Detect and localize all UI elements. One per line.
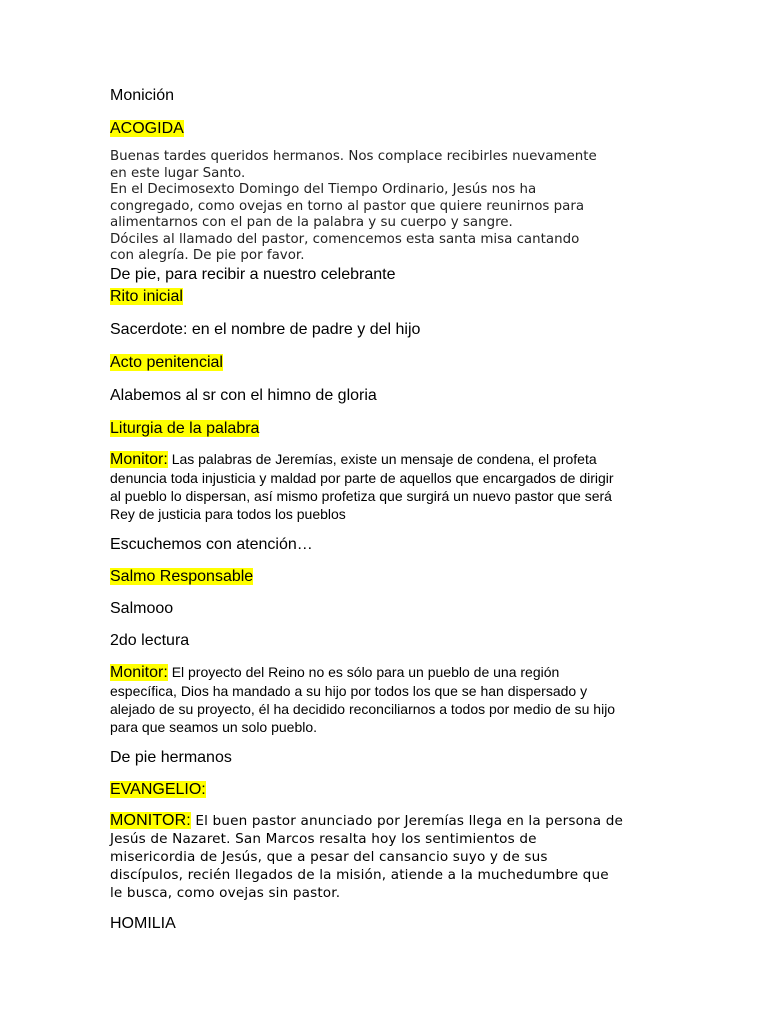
- acogida-line: congregado, como ovejas en torno al pastor que quiere reunirnos para: [110, 198, 585, 214]
- monitor-text: El buen pastor anunciado por Jeremías llega en la persona de: [195, 812, 624, 829]
- acogida-line: En el Decimosexto Domingo del Tiempo Ordinario, Jesús nos ha: [110, 182, 537, 197]
- monitor-line: le busca, como ovejas sin pastor.: [110, 884, 341, 901]
- acogida-paragraph: [110, 149, 655, 265]
- heading-evangelio: [110, 780, 655, 800]
- heading-rito-inicial: [110, 287, 655, 307]
- monitor-text: El proyecto del Reino no es sólo para un pueblo de una región: [171, 663, 560, 680]
- homilia-line: HOMILIA: [110, 914, 176, 932]
- monitor-line: [110, 663, 655, 682]
- de-pie-celebrante: De pie, para recibir a nuestro celebrante: [110, 265, 396, 283]
- heading-rito-inicial-text: Rito inicial: [110, 287, 183, 305]
- document-body: [110, 86, 655, 946]
- heading-acto-penitencial: [110, 353, 655, 373]
- title: Monición: [110, 87, 175, 104]
- acogida-line: alimentarnos con el pan de la palabra y su cuerpo y sangre.: [110, 215, 513, 230]
- monitor-paragraph-1: [110, 450, 655, 523]
- alabemos-line: Alabemos al sr con el himno de gloria: [110, 386, 377, 404]
- heading-acogida: [110, 119, 655, 139]
- monitor-label: Monitor:: [110, 663, 168, 681]
- heading-acogida-text: ACOGIDA: [110, 120, 184, 137]
- monitor-text: Las palabras de Jeremías, existe un mensaje de condena, el profeta: [171, 450, 597, 467]
- heading-liturgia-text: Liturgia de la palabra: [110, 419, 260, 437]
- segunda-lectura-line: 2do lectura: [110, 631, 190, 649]
- heading-acto-penitencial-text: Acto penitencial: [110, 353, 223, 371]
- monitor-line: Jesús de Nazaret. San Marcos resalta hoy los sentimientos de: [110, 830, 537, 847]
- salmooo-line: Salmooo: [110, 599, 174, 617]
- acogida-line: en este lugar Santo.: [110, 165, 246, 181]
- monitor-line: alejado de su proyecto, él ha decidido reconciliarnos a todos por medio de su hijo: [110, 700, 616, 717]
- monitor-line: para que seamos un solo pueblo.: [110, 718, 318, 735]
- sacerdote-line: Sacerdote: en el nombre de padre y del hijo: [110, 320, 421, 338]
- monitor-line: misericordia de Jesús, que a pesar del cansancio suyo y de sus: [110, 848, 548, 865]
- acogida-line: con alegría. De pie por favor.: [110, 248, 305, 263]
- heading-evangelio-text: EVANGELIO:: [110, 780, 206, 798]
- monitor-line: denuncia toda injusticia y maldad por parte de aquellos que encargados de dirigir: [110, 469, 614, 486]
- escuchemos-line: Escuchemos con atención…: [110, 535, 313, 553]
- heading-salmo-text: Salmo Responsable: [110, 567, 254, 585]
- monitor-paragraph-3: [110, 812, 655, 902]
- monitor-line: específica, Dios ha mandado a su hijo por todos los que se han dispersado y: [110, 682, 588, 699]
- monitor-line: discípulos, recién llegados de la misión, atiende a la muchedumbre que: [110, 866, 609, 883]
- monitor-line: [110, 450, 655, 469]
- acogida-line: Dóciles al llamado del pastor, comencemos esta santa misa cantando: [110, 231, 580, 247]
- heading-salmo: [110, 567, 655, 587]
- de-pie-hermanos-line: De pie hermanos: [110, 748, 232, 766]
- monitor-line: al pueblo lo dispersan, así mismo profetiza que surgirá un nuevo pastor que será: [110, 487, 612, 504]
- monitor-paragraph-2: [110, 663, 655, 736]
- heading-liturgia: [110, 419, 655, 439]
- monitor-upper-label: MONITOR:: [110, 811, 191, 829]
- monitor-line: [110, 812, 655, 830]
- monitor-line: Rey de justicia para todos los pueblos: [110, 505, 346, 522]
- monitor-label: Monitor:: [110, 450, 168, 468]
- acogida-line: Buenas tardes queridos hermanos. Nos complace recibirles nuevamente: [110, 149, 597, 164]
